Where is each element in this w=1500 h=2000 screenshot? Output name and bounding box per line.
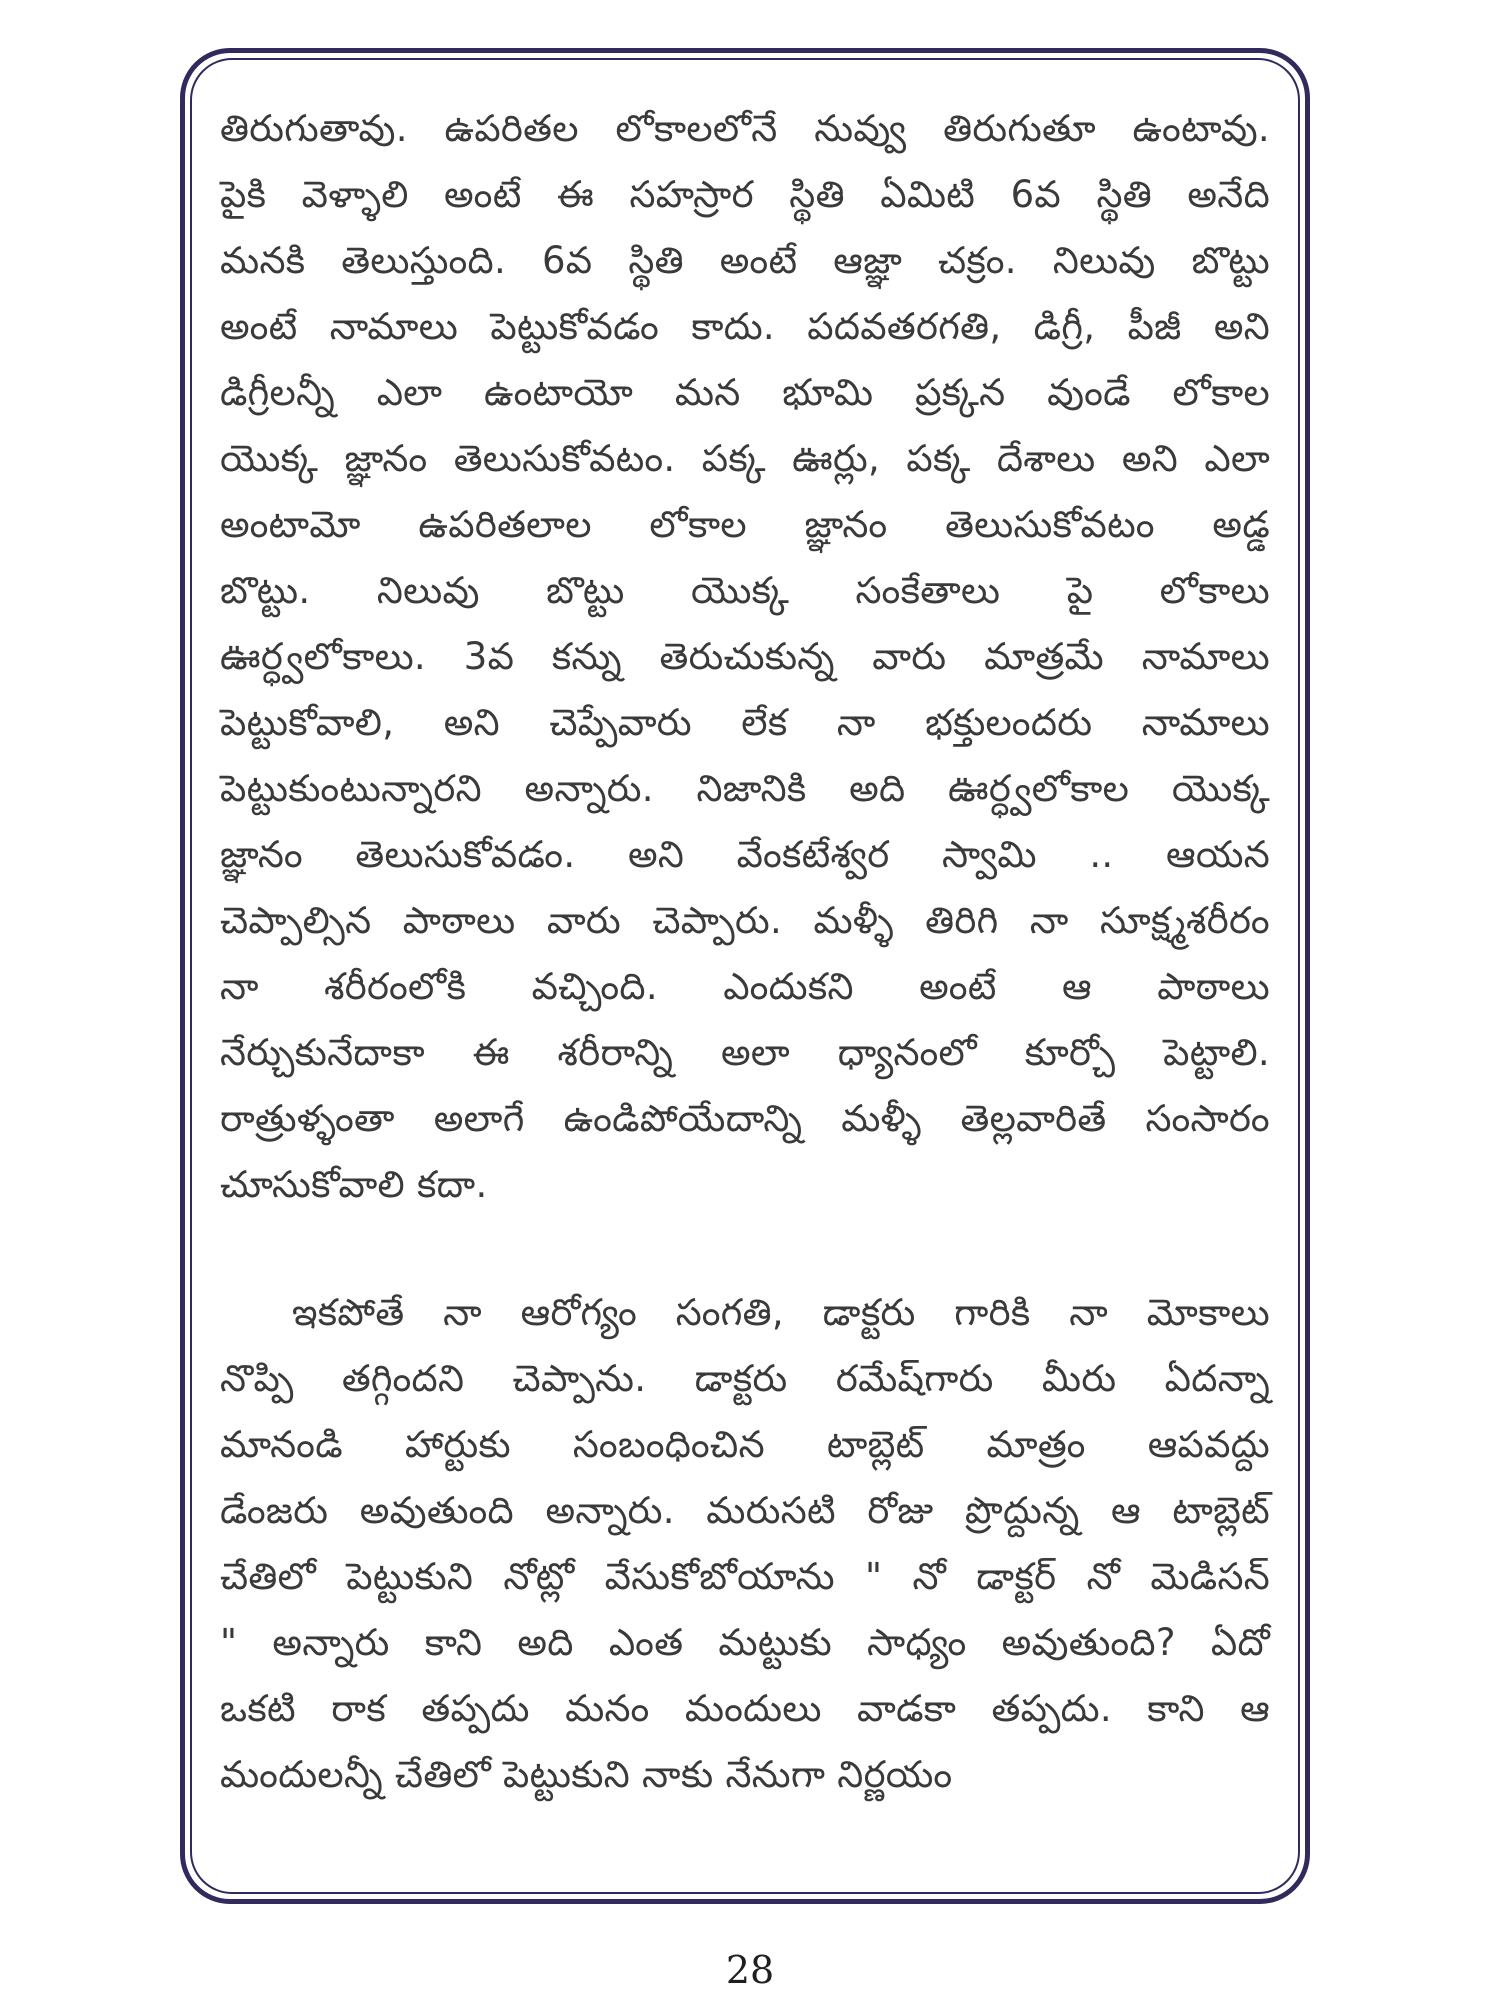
- text-line: పెట్టుకుంటున్నారని అన్నారు. నిజానికి అది ఊర్ధ్వలోకాల యొక్క: [220, 767, 1270, 810]
- text-line: డేంజరు అవుతుంది అన్నారు. మరుసటి రోజు ప్రొద్దున్న ఆ టాబ్లెట్: [220, 1489, 1270, 1532]
- text-line: రాత్రుళ్ళంతా అలాగే ఉండిపోయేదాన్ని మళ్ళీ తెల్లవారితే సంసారం: [220, 1097, 1270, 1140]
- text-line: జ్ఞానం తెలుసుకోవడం. అని వేంకటేశ్వర స్వామి .. ఆయన: [220, 833, 1270, 876]
- text-line: మనకి తెలుస్తుంది. 6వ స్థితి అంటే ఆజ్ఞా చక్రం. నిలువు బొట్టు: [220, 239, 1270, 282]
- text-line: ఒకటి రాక తప్పదు మనం మందులు వాడకా తప్పదు. కాని ఆ: [220, 1687, 1270, 1730]
- text-line: " అన్నారు కాని అది ఎంత మట్టుకు సాధ్యం అవుతుంది? ఏదో: [220, 1621, 1270, 1664]
- text-line: చూసుకోవాలి కదా.: [220, 1163, 488, 1206]
- page-number: 28: [725, 1948, 775, 1992]
- text-line: యొక్క జ్ఞానం తెలుసుకోవటం. పక్క ఊర్లు, పక్క దేశాలు అని ఎలా: [220, 437, 1270, 480]
- text-line: మానండి హార్టుకు సంబంధించిన టాబ్లెట్ మాత్రం ఆపవద్దు: [220, 1423, 1270, 1466]
- text-line: నేర్చుకునేదాకా ఈ శరీరాన్ని అలా ధ్యానంలో కూర్చో పెట్టాలి.: [220, 1031, 1270, 1074]
- text-line: చెప్పాల్సిన పాఠాలు వారు చెప్పారు. మళ్ళీ తిరిగి నా సూక్ష్మశరీరం: [220, 899, 1270, 942]
- paragraph-1: [220, 96, 1270, 1218]
- text-line: డిగ్రీలన్నీ ఎలా ఉంటాయో మన భూమి ప్రక్కన వుండే లోకాల: [220, 371, 1270, 414]
- text-line: అంటామో ఉపరితలాల లోకాల జ్ఞానం తెలుసుకోవటం అడ్డ: [220, 503, 1270, 546]
- text-line: నొప్పి తగ్గిందని చెప్పాను. డాక్టరు రమేష్‌గారు మీరు ఏదన్నా: [220, 1357, 1270, 1400]
- text-line: ఊర్ధ్వలోకాలు. 3వ కన్ను తెరుచుకున్న వారు మాత్రమే నామాలు: [220, 635, 1270, 678]
- page-content: [190, 58, 1300, 1894]
- text-line: మందులన్నీ చేతిలో పెట్టుకుని నాకు నేనుగా నిర్ణయం: [220, 1753, 953, 1796]
- text-line: అంటే నామాలు పెట్టుకోవడం కాదు. పదవతరగతి, డిగ్రీ, పీజీ అని: [220, 305, 1270, 348]
- text-line: నా శరీరంలోకి వచ్చింది. ఎందుకని అంటే ఆ పాఠాలు: [220, 965, 1270, 1008]
- text-line: బొట్టు. నిలువు బొట్టు యొక్క సంకేతాలు పై లోకాలు: [220, 569, 1270, 612]
- text-line: పెట్టుకోవాలి, అని చెప్పేవారు లేక నా భక్తులందరు నామాలు: [220, 701, 1270, 744]
- text-line: చేతిలో పెట్టుకుని నోట్లో వేసుకోబోయాను " నో డాక్టర్ నో మెడిసన్: [220, 1555, 1270, 1598]
- text-line: ఇకపోతే నా ఆరోగ్యం సంగతి, డాక్టరు గారికి నా మోకాలు: [292, 1291, 1270, 1334]
- page-border-frame: [180, 48, 1310, 1904]
- paragraph-2: [220, 1280, 1270, 1808]
- text-line: తిరుగుతావు. ఉపరితల లోకాలలోనే నువ్వు తిరుగుతూ ఉంటావు.: [220, 107, 1270, 150]
- text-line: పైకి వెళ్ళాలి అంటే ఈ సహస్రార స్థితి ఏమిటి 6వ స్థితి అనేది: [220, 173, 1270, 216]
